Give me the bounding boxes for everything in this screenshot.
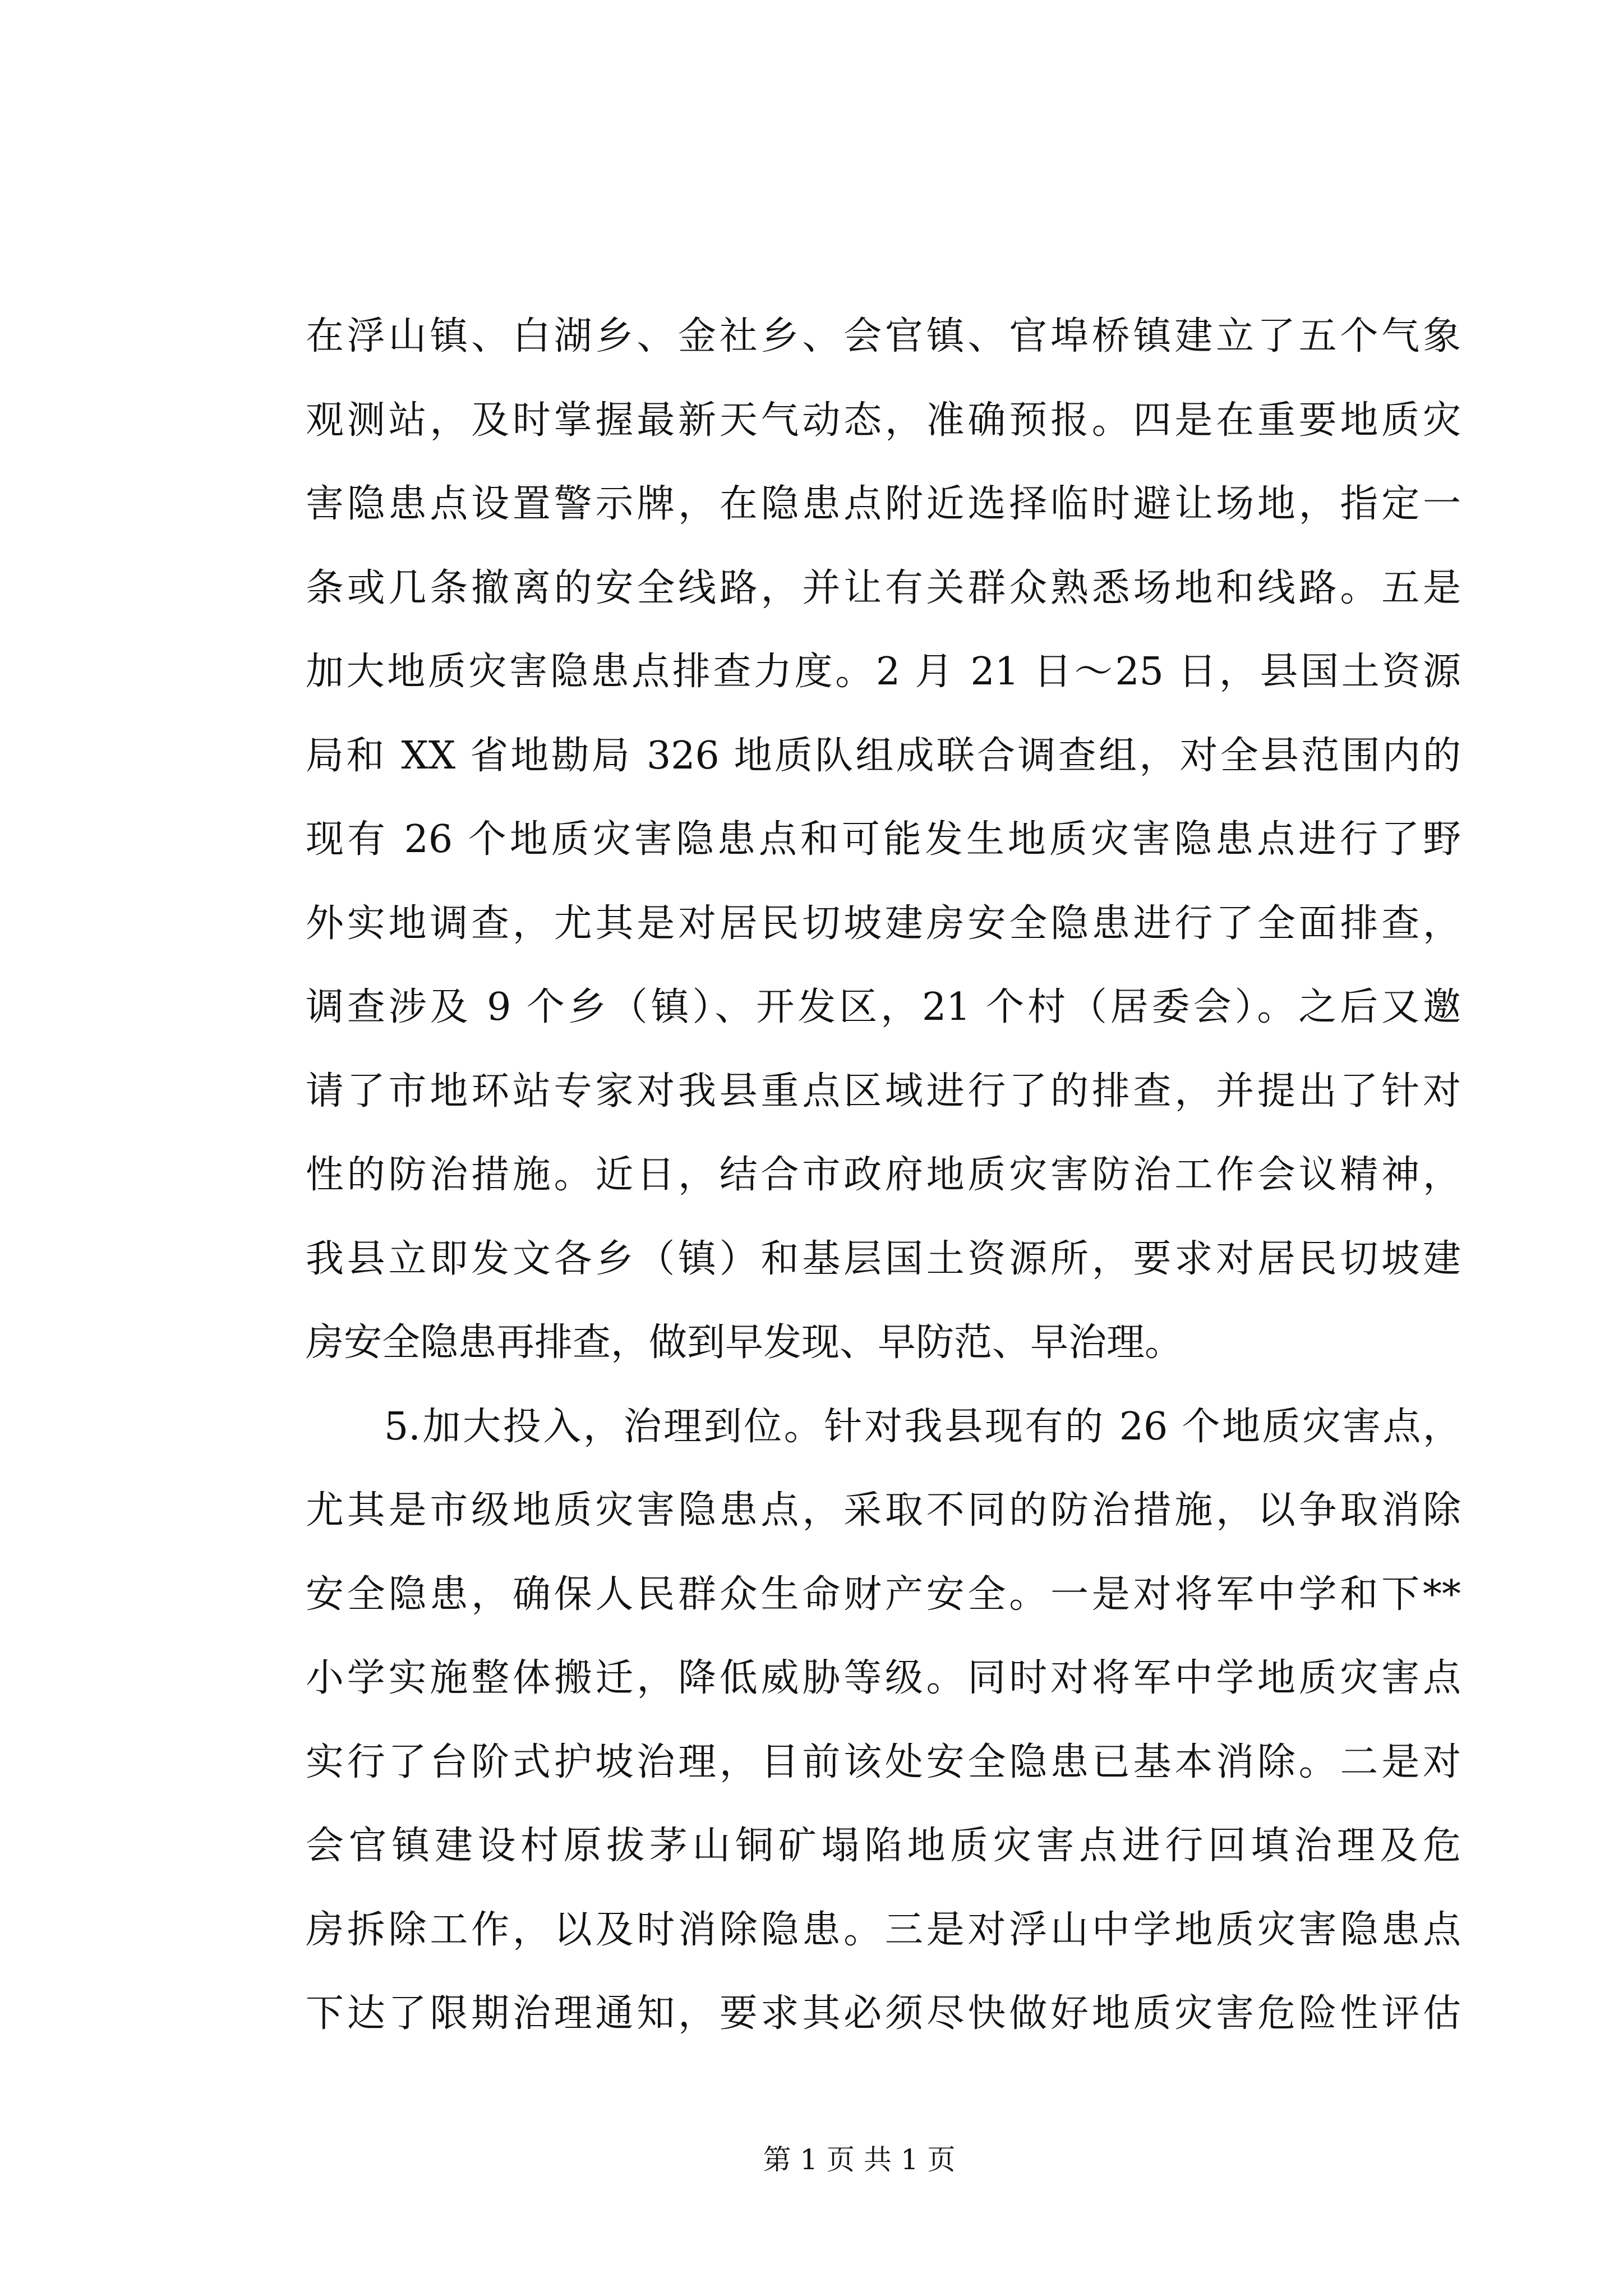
paragraph xyxy=(306,295,1461,1385)
text-line: 小学实施整体搬迁，降低威胁等级。同时对将军中学地质灾害点 xyxy=(306,1656,1461,1700)
text-line: 害隐患点设置警示牌，在隐患点附近选择临时避让场地，指定一 xyxy=(306,482,1461,526)
text-line: 会官镇建设村原拔茅山铜矿塌陷地质灾害点进行回填治理及危 xyxy=(306,1824,1461,1868)
text-line: 房拆除工作，以及时消除隐患。三是对浮山中学地质灾害隐患点 xyxy=(306,1907,1461,1952)
document-body xyxy=(306,295,1461,2056)
text-line: 条或几条撤离的安全线路，并让有关群众熟悉场地和线路。五是 xyxy=(306,565,1461,610)
text-line: 加大地质灾害隐患点排查力度。2 月 21 日～25 日，县国土资源 xyxy=(306,650,1461,694)
text-line: 安全隐患，确保人民群众生命财产安全。一是对将军中学和下** xyxy=(306,1572,1461,1617)
text-line: 我县立即发文各乡（镇）和基层国土资源所，要求对居民切坡建 xyxy=(306,1236,1461,1281)
text-line: 请了市地环站专家对我县重点区域进行了的排查，并提出了针对 xyxy=(306,1069,1461,1114)
text-line: 在浮山镇、白湖乡、金社乡、会官镇、官埠桥镇建立了五个气象 xyxy=(306,314,1461,358)
text-line: 观测站，及时掌握最新天气动态，准确预报。四是在重要地质灾 xyxy=(306,398,1461,443)
text-line: 外实地调查，尤其是对居民切坡建房安全隐患进行了全面排查， xyxy=(306,901,1461,946)
text-line: 现有 26 个地质灾害隐患点和可能发生地质灾害隐患点进行了野 xyxy=(306,817,1461,862)
paragraph xyxy=(306,1385,1461,2056)
text-line: 尤其是市级地质灾害隐患点，采取不同的防治措施，以争取消除 xyxy=(306,1488,1461,1533)
text-line: 局和 XX 省地勘局 326 地质队组成联合调查组，对全县范围内的 xyxy=(306,733,1461,778)
page-footer: 第 1 页 共 1 页 xyxy=(763,2143,956,2176)
text-line: 实行了台阶式护坡治理，目前该处安全隐患已基本消除。二是对 xyxy=(306,1740,1461,1784)
text-line: 下达了限期治理通知，要求其必须尽快做好地质灾害危险性评估 xyxy=(306,1991,1461,2036)
text-line: 性的防治措施。近日，结合市政府地质灾害防治工作会议精神， xyxy=(306,1153,1461,1197)
text-line: 房安全隐患再排查，做到早发现、早防范、早治理。 xyxy=(306,1320,1183,1365)
text-line: 调查涉及 9 个乡（镇）、开发区，21 个村（居委会）。之后又邀 xyxy=(306,985,1461,1029)
text-line: 5.加大投入，治理到位。针对我县现有的 26 个地质灾害点， xyxy=(384,1404,1461,1449)
